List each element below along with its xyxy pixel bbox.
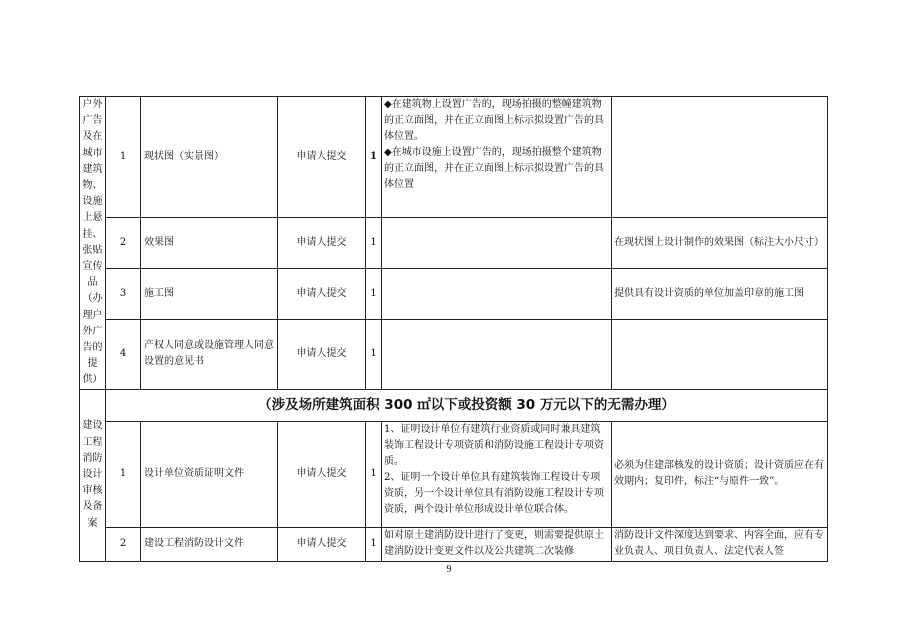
requirement-text [382,319,612,389]
material-source: 申请人提交 [278,97,366,218]
section-row [80,389,828,421]
section-title: （涉及场所建筑面积 300 ㎡以下或投资额 30 万元以下的无需办理） [106,389,828,421]
material-source: 申请人提交 [278,527,366,561]
copies-count: 1 [366,268,382,319]
material-source: 申请人提交 [278,319,366,389]
table-row [80,217,828,268]
material-source: 申请人提交 [278,268,366,319]
material-source: 申请人提交 [278,421,366,527]
requirement-text: 如对原土建消防设计进行了变更，则需要提供原土建消防设计变更文件以及公共建筑二次装修 [382,527,612,561]
note-text: 必须为住建部核发的设计资质；设计资质应在有效期内；复印件，标注“与原件一致”。 [612,421,828,527]
copies-count: 1 [366,217,382,268]
note-text: 在现状图上设计制作的效果图（标注大小尺寸） [612,217,828,268]
category-cell: 建设工程消防设计审核及备案 [80,389,106,561]
material-name: 设计单位资质证明文件 [141,421,278,527]
table-row [80,421,828,527]
materials-table [79,96,828,562]
copies-count: 1 [366,319,382,389]
table-row [80,97,828,218]
material-source: 申请人提交 [278,217,366,268]
material-name: 现状图（实景图） [141,97,278,218]
copies-count: 1 [366,97,382,218]
requirement-text: ◆在建筑物上设置广告的，现场拍摄的整幢建筑物的正立面图，并在正立面图上标示拟设置广告的具体位置。 ◆在城市设施上设置广告的，现场拍摄整个建筑物的正立面图，并在正立面图上标示拟设置广告的具体位置 [382,97,612,218]
page-number: 9 [446,564,452,575]
material-name: 建设工程消防设计文件 [141,527,278,561]
material-name: 效果图 [141,217,278,268]
note-text [612,97,828,218]
row-number: 1 [106,97,141,218]
row-number: 4 [106,319,141,389]
material-name: 产权人同意或设施管理人同意设置的意见书 [141,319,278,389]
table-row [80,268,828,319]
note-text [612,319,828,389]
material-name: 施工图 [141,268,278,319]
row-number: 1 [106,421,141,527]
copies-count: 1 [366,421,382,527]
category-cell: 户外广告及在城市建筑物、设施上悬挂、张贴宣传品（办理户外广告的提供） [80,97,106,390]
row-number: 3 [106,268,141,319]
requirement-text [382,217,612,268]
requirement-text [382,268,612,319]
row-number: 2 [106,217,141,268]
copies-count: 1 [366,527,382,561]
table-row [80,319,828,389]
note-text: 提供具有设计资质的单位加盖印章的施工图 [612,268,828,319]
table-row [80,527,828,561]
note-text: 消防设计文件深度达到要求、内容全面，应有专业负责人、项目负责人、法定代表人签 [612,527,828,561]
row-number: 2 [106,527,141,561]
requirement-text: 1、证明设计单位有建筑行业资质或同时兼具建筑装饰工程设计专项资质和消防设施工程设计专项资质。 2、证明一个设计单位具有建筑装饰工程设计专项资质，另一个设计单位具有消防设施工程设计专项资质，两个设计单位形成设计单位联合体。 [382,421,612,527]
